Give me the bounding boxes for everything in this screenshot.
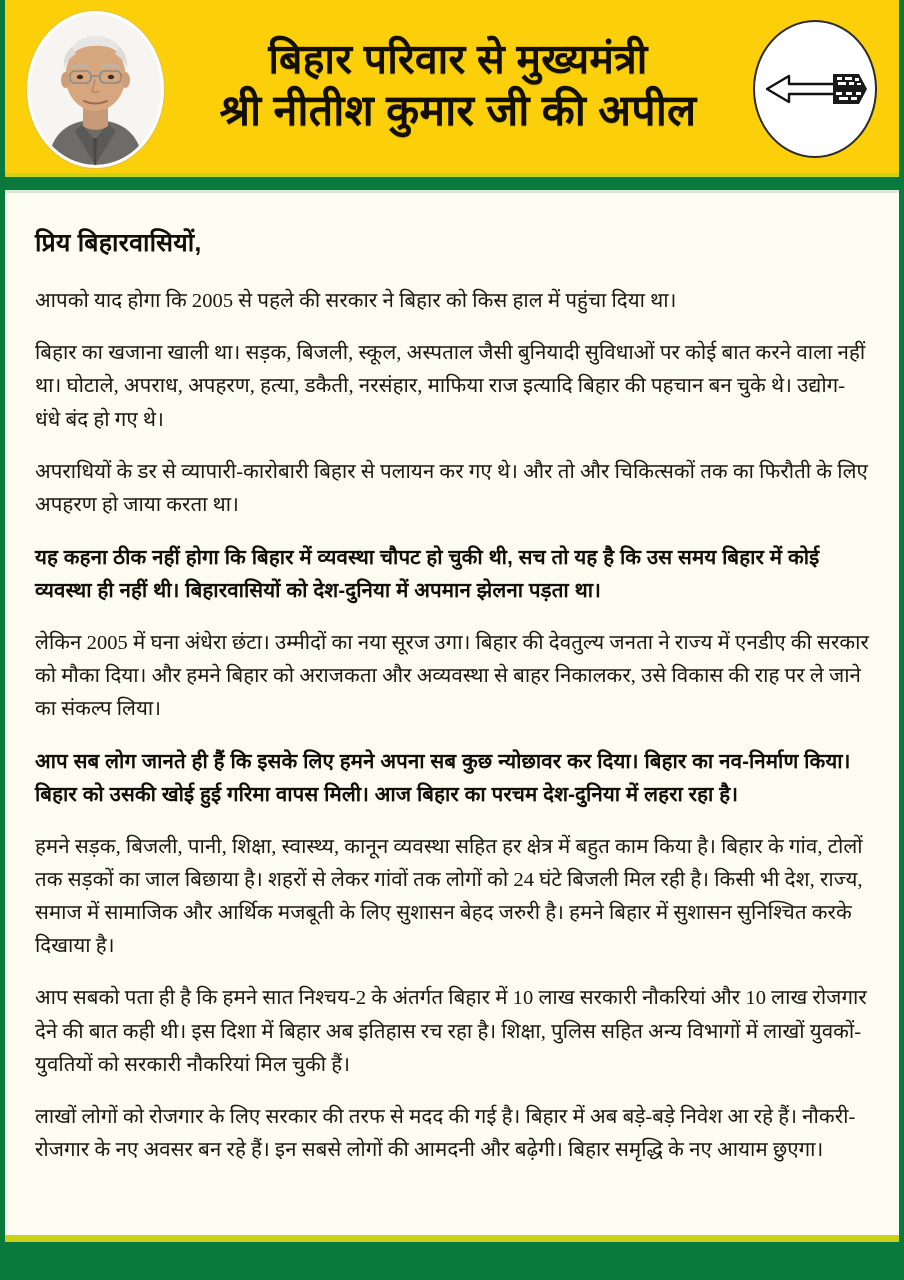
letter-paragraph: आप सबको पता ही है कि हमने सात निश्चय-2 के अंतर्गत बिहार में 10 लाख सरकारी नौकरियां और 10 लाख रोजगार देने की बात कही थी। इस दिशा में बिहार अब इतिहास रच रहा है। शिक्षा, पुलिस सहित अन्य विभागों में लाखों युवकों-युवतियों को सरकारी नौकरियां मिल चुकी हैं। <box>35 987 867 1076</box>
portrait-image <box>30 14 161 165</box>
letter-paragraph: अपराधियों के डर से व्यापारी-कारोबारी बिहार से पलायन कर गए थे। और तो और चिकित्सकों तक का फिरौती के लिए अपहरण हो जाया करता था। <box>35 460 868 517</box>
footer-green-band <box>5 1242 899 1280</box>
letter-paragraph: यह कहना ठीक नहीं होगा कि बिहार में व्यवस्था चौपट हो चुकी थी, सच तो यह है कि उस समय बिहार में कोई व्यवस्था ही नहीं थी। बिहारवासियों को देश-दुनिया में अपमान झेलना पड़ता था। <box>35 546 820 603</box>
letter-paragraph: हमने सड़क, बिजली, पानी, शिक्षा, स्वास्थ्य, कानून व्यवस्था सहित हर क्षेत्र में बहुत काम किया है। बिहार के गांव, टोलों तक सड़कों का जाल बिछाया है। शहरों से लेकर गांवों तक लोगों को 24 घंटे बिजली मिल रही है। किसी भी देश, राज्य, समाज में सामाजिक और आर्थिक मजबूती के लिए सुशासन बेहद जरुरी है। हमने बिहार में सुशासन सुनिश्चित करके दिखाया है। <box>35 835 863 958</box>
chief-minister-portrait <box>27 11 164 168</box>
letter-paragraph: लेकिन 2005 में घना अंधेरा छंटा। उम्मीदों का नया सूरज उगा। बिहार की देवतुल्य जनता ने राज्य में एनडीए की सरकार को मौका दिया। और हमने बिहार को अराजकता और अव्यवस्था से बाहर निकालकर, उसे विकास की राह पर ले जाने का संकल्प लिया। <box>35 631 869 721</box>
letter-paragraphs <box>35 285 869 1167</box>
letter-paragraph: आप सब लोग जानते ही हैं कि इसके लिए हमने अपना सब कुछ न्योछावर कर दिया। बिहार का नव-निर्माण किया। बिहार को उसकी खोई हुई गरिमा वापस मिली। आज बिहार का परचम देश-दुनिया में लहरा रहा है। <box>35 750 851 807</box>
footer-accent-line <box>5 1235 899 1242</box>
arrow-icon <box>763 54 867 124</box>
letter-salutation: प्रिय बिहारवासियों, <box>35 229 202 257</box>
letter-paragraph: बिहार का खजाना खाली था। सड़क, बिजली, स्कूल, अस्पताल जैसी बुनियादी सुविधाओं पर कोई बात करने वाला नहीं था। घोटाले, अपराध, अपहरण, हत्या, डकैती, नरसंहार, माफिया राज इत्यादि बिहार की पहचान बन चुके थे। उद्योग-धंधे बंद हो गए थे। <box>35 342 866 431</box>
poster-title-line-1: बिहार परिवार से मुख्यमंत्री <box>268 36 648 83</box>
party-symbol-badge <box>753 20 877 158</box>
header-green-band <box>5 177 899 190</box>
poster-header <box>5 0 899 173</box>
poster-title-line-2: श्री नीतीश कुमार जी की अपील <box>219 87 697 136</box>
letter-body <box>5 193 899 1235</box>
letter-paragraph: आपको याद होगा कि 2005 से पहले की सरकार ने बिहार को किस हाल में पहुंचा दिया था। <box>35 290 677 312</box>
letter-paragraph: लाखों लोगों को रोजगार के लिए सरकार की तरफ से मदद की गई है। बिहार में अब बड़े-बड़े निवेश आ रहे हैं। नौकरी-रोजगार के नए अवसर बन रहे हैं। इन सबसे लोगों की आमदनी और बढ़ेगी। बिहार समृद्धि के नए आयाम छुएगा। <box>35 1106 856 1162</box>
poster-title <box>200 37 717 135</box>
